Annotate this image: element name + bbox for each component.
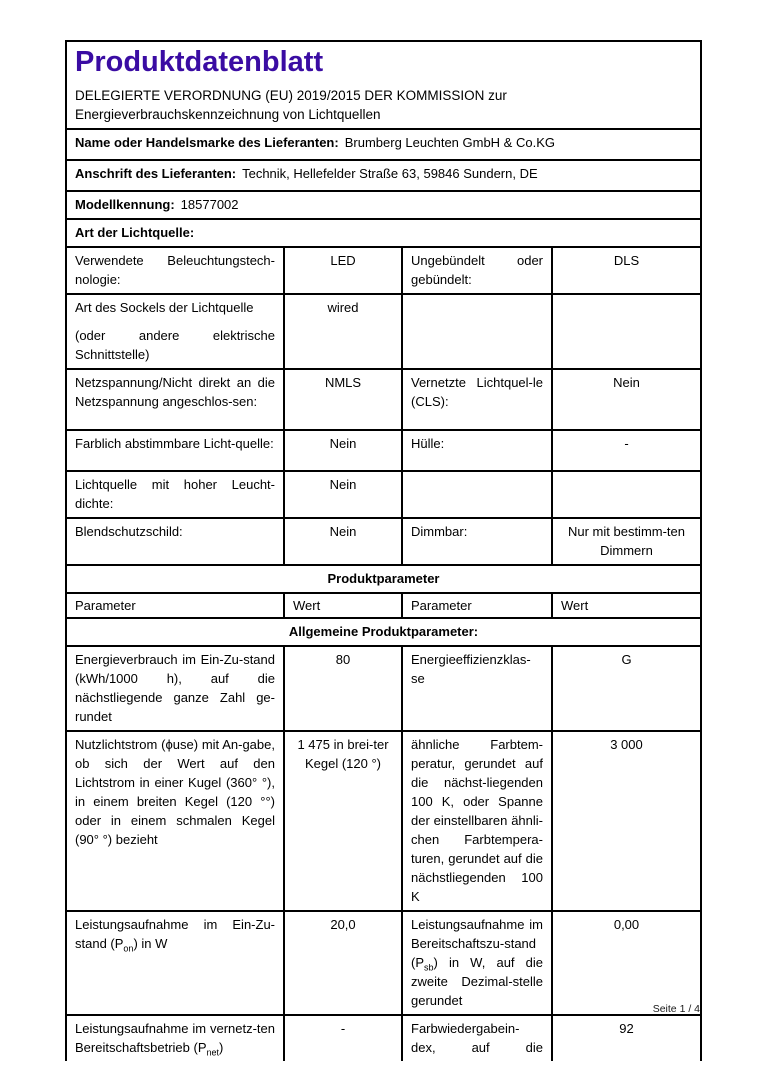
column-header-row <box>66 593 701 618</box>
section-title: Produktparameter <box>66 565 701 593</box>
value-cell: 3 000 <box>552 731 701 911</box>
param-cell: Ungebündelt oder gebündelt: <box>402 247 552 294</box>
param-text: ) <box>219 1040 224 1055</box>
param-text: Leistungsaufnahme im Ein-Zu-stand (P <box>75 917 275 951</box>
param-cell: Energieverbrauch im Ein-Zu-stand (kWh/1000 h), auf die nächstliegende ganze Zahl ge-rundet <box>66 646 284 731</box>
column-header: Parameter <box>66 593 284 618</box>
supplier-name-label: Name oder Handelsmarke des Lieferanten: <box>75 135 339 150</box>
value-cell: - <box>284 1015 402 1061</box>
regulation-subtitle-line2: Energieverbrauchskennzeichnung von Lichtquellen <box>75 107 381 122</box>
param-text: ) in W, auf die zweite Dezimal-stelle gerundet <box>411 955 543 1008</box>
value-cell: 1 475 in brei-ter Kegel (120 °) <box>284 731 402 911</box>
datasheet <box>65 40 700 1061</box>
param-cell <box>66 911 284 1015</box>
table-row <box>66 430 701 471</box>
light-source-type-row <box>66 219 701 247</box>
param-cell <box>402 471 552 518</box>
subscript: sb <box>424 962 434 973</box>
table-row <box>66 471 701 518</box>
param-cell: ähnliche Farbtem-peratur, gerundet auf die nächst-liegenden 100 K, oder Spanne der einstellbaren ähnli-chen Farbtempera-turen, gerundet auf die nächstliegenden 100 K <box>402 731 552 911</box>
model-id-row <box>66 191 701 219</box>
table-row <box>66 731 701 911</box>
param-cell: Farblich abstimmbare Licht-quelle: <box>66 430 284 471</box>
table-row <box>66 518 701 565</box>
param-text: ) in W <box>133 936 168 951</box>
subscript: net <box>206 1047 220 1058</box>
value-cell: Nein <box>284 471 402 518</box>
param-cell: Verwendete Beleuchtungstech-nologie: <box>66 247 284 294</box>
param-cell <box>66 1015 284 1061</box>
param-text: Leistungsaufnahme im vernetz-ten Bereitschaftsbetrieb (P <box>75 1021 275 1055</box>
value-cell: DLS <box>552 247 701 294</box>
param-line1: Art des Sockels der Lichtquelle <box>75 300 254 315</box>
table-row <box>66 294 701 369</box>
title-row <box>66 41 701 129</box>
model-id-label: Modellkennung: <box>75 197 175 212</box>
value-cell: 0,00 <box>552 911 701 1015</box>
param-line2: (oder andere elektrische Schnittstelle) <box>75 328 275 362</box>
param-cell: Energieeffizienzklas-se <box>402 646 552 731</box>
value-cell: 80 <box>284 646 402 731</box>
param-cell: Netzspannung/Nicht direkt an die Netzspannung angeschlos-sen: <box>66 369 284 430</box>
table-row <box>66 911 701 1015</box>
value-cell: wired <box>284 294 402 369</box>
param-cell <box>402 294 552 369</box>
param-cell <box>402 911 552 1015</box>
section-title-row <box>66 565 701 593</box>
value-cell <box>552 294 701 369</box>
supplier-name-value: Brumberg Leuchten GmbH & Co.KG <box>344 135 555 150</box>
supplier-address-label: Anschrift des Lieferanten: <box>75 166 237 181</box>
param-cell: Lichtquelle mit hoher Leucht-dichte: <box>66 471 284 518</box>
table-row <box>66 369 701 430</box>
value-cell: G <box>552 646 701 731</box>
param-cell: Nutzlichtstrom (ϕuse) mit An-gabe, ob sich der Wert auf den Lichtstrom in einer Kugel (360° °), in einem breiten Kegel (120 °°) oder in einem schmalen Kegel (90° °) bezieht <box>66 731 284 911</box>
column-header: Wert <box>552 593 701 618</box>
table-row-clipped <box>66 1015 701 1061</box>
regulation-subtitle <box>75 86 692 124</box>
table-row <box>66 646 701 731</box>
page-number: Seite 1 / 4 <box>652 1003 700 1015</box>
supplier-name-row <box>66 129 701 160</box>
param-cell <box>66 294 284 369</box>
value-cell <box>552 471 701 518</box>
page-title: Produktdatenblatt <box>75 46 324 78</box>
param-cell: Vernetzte Lichtquel-le (CLS): <box>402 369 552 430</box>
param-cell: Dimmbar: <box>402 518 552 565</box>
value-cell: 20,0 <box>284 911 402 1015</box>
regulation-subtitle-line1: DELEGIERTE VERORDNUNG (EU) 2019/2015 DER KOMMISSION zur <box>75 88 507 103</box>
value-cell: LED <box>284 247 402 294</box>
value-cell: Nur mit bestimm-ten Dimmern <box>552 518 701 565</box>
value-cell: Nein <box>284 430 402 471</box>
supplier-address-value: Technik, Hellefelder Straße 63, 59846 Sundern, DE <box>242 166 538 181</box>
value-cell: 92 <box>552 1015 701 1061</box>
subscript: on <box>123 943 134 954</box>
subsection-title: Allgemeine Produktparameter: <box>66 618 701 646</box>
column-header: Parameter <box>402 593 552 618</box>
value-cell: Nein <box>284 518 402 565</box>
subsection-title-row <box>66 618 701 646</box>
param-cell: Blendschutzschild: <box>66 518 284 565</box>
table-row <box>66 247 701 294</box>
value-cell: - <box>552 430 701 471</box>
param-cell: Farbwiedergabein-dex, auf die <box>402 1015 552 1061</box>
column-header: Wert <box>284 593 402 618</box>
param-cell: Hülle: <box>402 430 552 471</box>
light-source-type-label: Art der Lichtquelle: <box>75 225 195 240</box>
model-id-value: 18577002 <box>180 197 239 212</box>
product-datasheet-table <box>65 40 702 1061</box>
value-cell: NMLS <box>284 369 402 430</box>
supplier-address-row <box>66 160 701 191</box>
value-cell: Nein <box>552 369 701 430</box>
param-text: Leistungsaufnahme im Bereitschaftszu-stand (P <box>411 917 543 970</box>
